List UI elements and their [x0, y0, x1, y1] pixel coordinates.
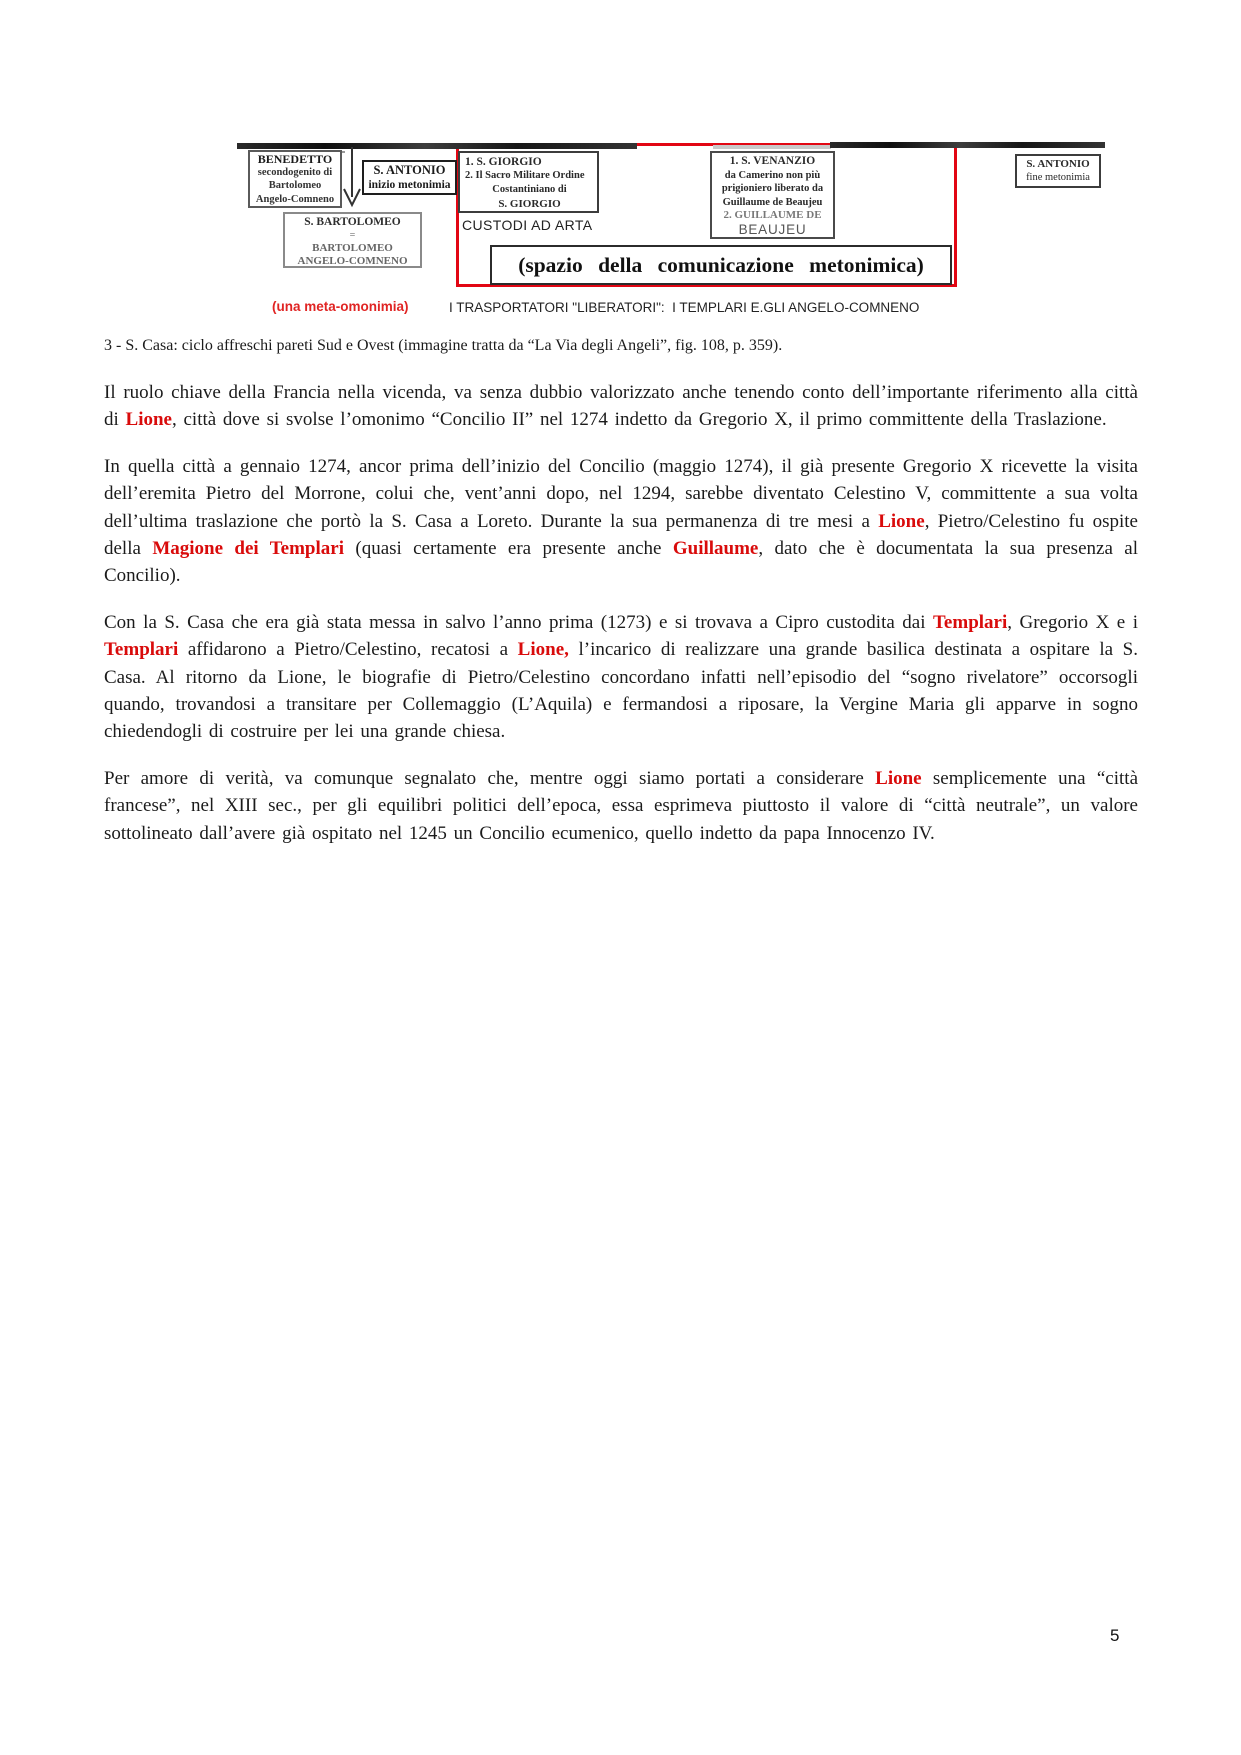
box-bartolomeo	[283, 212, 422, 268]
top-rule-left	[237, 143, 637, 149]
text-segment: l’incarico di realizzare una grande basilica destinata a ospitare la S. Casa. Al ritorno da Lione, le biografie di Pietro/Celestino concordano infatti nell’episodio del “sogno rivelatore” occorsogli quando, trovandosi a transitare per Collemaggio (L’Aquila) e fermandosi a riposare, la Vergine Maria gli apparve in sogno chiedendogli di costruire per lei una grande chiesa.	[104, 639, 1138, 743]
red-term: Templari	[933, 611, 1008, 633]
box-benedetto	[248, 150, 342, 208]
label-trasportatori: I TRASPORTATORI "LIBERATORI": I TEMPLARI E.GLI ANGELO-COMNENO	[449, 300, 920, 315]
down-arrow-icon	[342, 147, 362, 211]
box-giorgio	[458, 151, 599, 213]
text-segment: , dato che è documentata la sua presenza al Concilio).	[104, 538, 1138, 587]
text-segment: In quella città a gennaio 1274, ancor prima dell’inizio del Concilio (maggio 1274), il già presente Gregorio X ricevette la visita dell’eremita Pietro del Morrone, colui che, vent’anni dopo, nel 1294, sarebbe diventato Celestino V, committente a sua volta dell’ultima traslazione che portò la S. Casa a Loreto. Durante la sua permanenza di tre mesi a	[104, 455, 1138, 532]
box-giorgio-line: 2. Il Sacro Militare Ordine	[465, 170, 585, 181]
text-segment: (quasi certamente era presente anche	[343, 538, 673, 560]
body-paragraphs	[104, 379, 1138, 847]
text-segment: Con la S. Casa che era già stata messa in salvo l’anno prima (1273) e si trovava a Cipro custodita dai	[104, 611, 933, 633]
paragraph	[104, 379, 1138, 434]
top-rule-faint	[713, 145, 831, 149]
text-segment: Il ruolo chiave della Francia nella vicenda, va senza dubbio valorizzato anche tenendo conto dell’importante riferimento alla città di	[104, 382, 1138, 431]
box-giorgio-line: S. GIORGIO	[498, 198, 561, 210]
label-meta-omonimia: (una meta-omonimia)	[272, 299, 409, 314]
text-segment: affidarono a Pietro/Celestino, recatosi a	[178, 639, 518, 661]
box-venanzio-line: prigioniero liberato da	[721, 183, 824, 195]
box-venanzio	[710, 151, 835, 239]
text-segment: semplicemente una “città francese”, nel XIII sec., per gli equilibri politici dell’epoca, essa esprimeva piuttosto il valore di “città neutrale”, un valore sottolineato dall’avere già ospitato nel 1245 un Concilio ecumenico, quello indetto da papa Innocenzo IV.	[104, 767, 1138, 844]
red-term: Magione dei Templari	[152, 538, 344, 560]
red-term: Lione	[878, 510, 925, 532]
figure-diagram	[0, 0, 1241, 330]
box-benedetto-line: secondogenito di	[257, 167, 333, 179]
box-antonio-fine-line: fine metonimia	[1026, 172, 1090, 183]
box-venanzio-line: BEAUJEU	[738, 221, 807, 237]
box-venanzio-line: Guillaume de Beaujeu	[722, 196, 823, 208]
figure-caption: 3 - S. Casa: ciclo affreschi pareti Sud e Ovest (immagine tratta da “La Via degli Angeli”, fig. 108, p. 359).	[104, 337, 783, 354]
text-column	[104, 337, 1138, 866]
box-venanzio-line: da Camerino non più	[724, 169, 821, 181]
box-antonio-inizio	[362, 160, 457, 195]
text-segment: , Gregorio X e i	[1007, 611, 1138, 633]
red-term: Templari	[104, 639, 179, 661]
box-venanzio-line: 1. S. VENANZIO	[729, 155, 816, 167]
box-antonio-fine-line: S. ANTONIO	[1026, 158, 1090, 170]
box-spazio-comunicazione: (spazio della comunicazione metonimica)	[490, 245, 952, 285]
page-number: 5	[1110, 1626, 1120, 1645]
text-segment: , città dove si svolse l’omonimo “Concilio II” nel 1274 indetto da Gregorio X, il primo committente della Traslazione.	[171, 409, 1107, 431]
box-bartolomeo-line: =	[349, 230, 356, 241]
paragraph	[104, 453, 1138, 590]
box-bartolomeo-line: ANGELO-COMNENO	[297, 255, 408, 267]
box-venanzio-line: 2. GUILLAUME DE	[723, 209, 822, 222]
red-term: Lione	[875, 767, 922, 789]
paragraph	[104, 765, 1138, 847]
box-antonio-inizio-line: inizio metonimia	[368, 179, 451, 191]
box-benedetto-line: Bartolomeo	[268, 180, 322, 192]
paragraph	[104, 609, 1138, 746]
box-antonio-fine	[1015, 154, 1101, 188]
label-custodi-ad-arta: CUSTODI AD ARTA	[462, 217, 593, 233]
text-segment: Per amore di verità, va comunque segnalato che, mentre oggi siamo portati a considerare	[104, 767, 876, 789]
red-term: Lione	[125, 409, 172, 431]
top-rule-right	[830, 142, 1105, 148]
box-bartolomeo-line: S. BARTOLOMEO	[304, 216, 401, 228]
red-term: Guillaume	[672, 538, 759, 560]
text-segment: , Pietro/Celestino fu ospite della	[104, 510, 1138, 560]
box-giorgio-line: 1. S. GIORGIO	[465, 156, 542, 168]
box-antonio-inizio-line: S. ANTONIO	[373, 163, 446, 177]
red-term: Lione,	[517, 639, 569, 661]
box-benedetto-line: BENEDETTO	[257, 152, 333, 166]
box-bartolomeo-line: BARTOLOMEO	[312, 242, 393, 254]
box-giorgio-line: Costantiniano di	[492, 184, 567, 195]
box-benedetto-line: Angelo-Comneno	[255, 193, 335, 205]
